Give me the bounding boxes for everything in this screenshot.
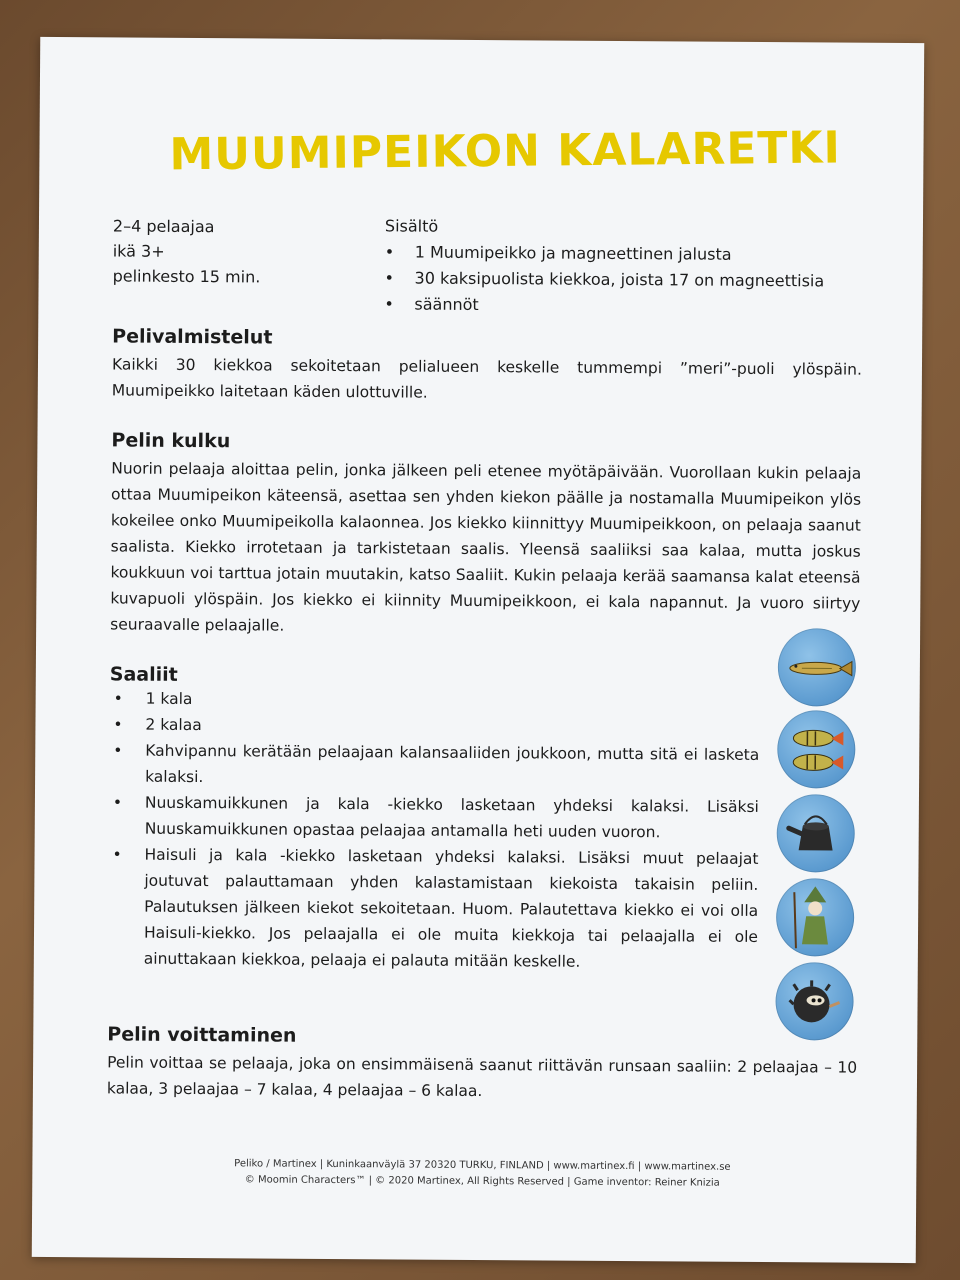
- gameplay-heading: Pelin kulku: [111, 429, 231, 453]
- catch-item: • Haisuli ja kala -kiekko lasketaan yhdeksi kalaksi. Lisäksi muut pelaajat joutuvat palauttamaan yhden kalastamistaan kiekoista takaisin peliin. Palautuksen jälkeen kiekot sekoitetaan. Huom. Palautettava kiekko ei voi olla Haisuli-kiekko. Jos pelaajalla ei ole muita kiekkoja tai pelaajalla ei ole ainuttakaan kiekkoa, pelaaja ei palauta mitään keskelle.: [108, 841, 759, 976]
- setup-section: [112, 325, 863, 408]
- contents-box: [384, 213, 824, 320]
- catch-item: • 2 kalaa: [109, 711, 759, 742]
- setup-text: Kaikki 30 kiekkoa sekoitetaan pelialueen keskelle tummempi ”meri”-puoli ylöspäin. Muumipeikko laitetaan käden ulottuville.: [111, 355, 863, 402]
- setup-heading: Pelivalmistelut: [112, 325, 273, 349]
- footer-copyright: © Moomin Characters™ | © 2020 Martinex, All Rights Reserved | Game inventor: Reiner Knizia: [244, 1174, 720, 1189]
- catches-heading: Saaliit: [109, 663, 178, 686]
- coffee-kettle-icon: [776, 794, 855, 873]
- contents-list: [384, 239, 824, 320]
- contents-item: • säännöt: [384, 291, 824, 320]
- pike-fish-icon: [778, 628, 857, 707]
- game-duration: pelinkesto 15 min.: [112, 266, 261, 287]
- footer-address: Peliko / Martinex | Kuninkaanväylä 37 20320 TURKU, FINLAND | www.martinex.fi | www.martinex.se: [234, 1158, 731, 1173]
- catch-item: • Kahvipannu kerätään pelaajaan kalansaaliiden joukkoon, mutta sitä ei lasketa kalaksi.: [109, 737, 759, 794]
- contents-item: • 30 kaksipuolista kiekkoa, joista 17 on magneettisia: [385, 265, 825, 294]
- game-title: MUUMIPEIKON KALARETKI: [169, 122, 842, 181]
- gameplay-section: [110, 429, 861, 642]
- contents-item: • 1 Muumipeikko ja magneettinen jalusta: [385, 239, 825, 268]
- game-meta: [113, 213, 261, 289]
- age-limit: ikä 3+: [112, 241, 165, 261]
- gameplay-text: Nuorin pelaaja aloittaa pelin, jonka jälkeen peli etenee myötäpäivään. Vuorollaan kukin pelaaja ottaa Muumipeikon käteensä, asettaa sen yhden kiekon päälle ja nostamalla Muumipeikon ylös kokeilee onko Muumipeikolla kalaonnea. Jos kiekko kiinnittyy Muumipeikkoon, on pelaaja saanut saalista. Kiekko irrotetaan ja tarkistetaan saalis. Yleensä saaliiksi saa kalaa, mutta joskus koukkuun voi tarttua jotain muutakin, katso Saaliit. Kukin pelaaja kerää saamansa kalat eteensä kuvapuoli ylöspäin. Jos kiekko ei kiinnity Muumipeikkoon, ei kala napannut. Ja vuoro siirtyy seuraavalle pelaajalle.: [110, 459, 862, 635]
- contents-heading: Sisältö: [384, 216, 439, 236]
- catches-list: [108, 685, 760, 976]
- winning-heading: Pelin voittaminen: [107, 1023, 297, 1047]
- player-count: 2–4 pelaajaa: [112, 216, 215, 237]
- winning-section: [107, 1023, 858, 1106]
- catch-item: • 1 kala: [110, 685, 760, 716]
- catches-section: [108, 663, 760, 976]
- publisher-footer: [182, 1156, 782, 1192]
- two-perch-icon: [777, 710, 856, 789]
- catch-item: • Nuuskamuikkunen ja kala -kiekko lasketaan yhdeksi kalaksi. Lisäksi Nuuskamuikkunen opastaa pelaajaa antamalla heti uuden vuoron.: [109, 789, 759, 846]
- snufkin-icon: [776, 878, 855, 957]
- winning-text: Pelin voittaa se pelaaja, joka on ensimmäisenä saanut riittävän runsaan saaliin: 2 pelaajaa – 10 kalaa, 3 pelaajaa – 7 kalaa, 4 pelaajaa – 6 kalaa.: [106, 1053, 858, 1101]
- rules-sheet: [32, 37, 924, 1263]
